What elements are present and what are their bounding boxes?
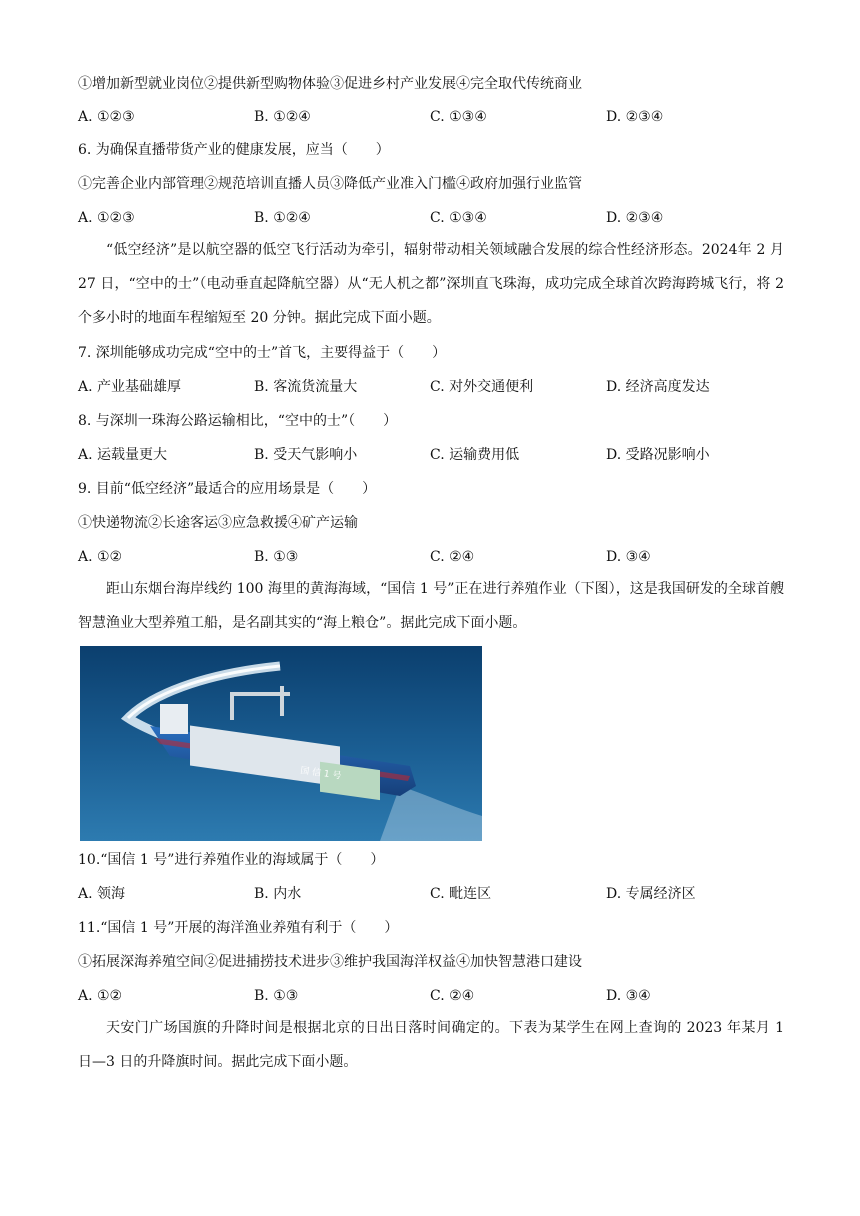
q6-option-d: D. ②③④: [606, 210, 664, 226]
q10-option-b: B. 内水: [254, 886, 302, 902]
q7-option-d: D. 经济高度发达: [606, 379, 710, 395]
q10-option-c: C. 毗连区: [430, 886, 492, 902]
q8-option-a: A. 运载量更大: [78, 447, 168, 463]
passage-guoxin-1: 距山东烟台海岸线约 100 海里的黄海海域，“国信 1 号”正在进行养殖作业（下图），这是我国研发的全球首艘智慧渔业大型养殖工船，是名副其实的“海上粮仓”。据此完成下面小题。: [78, 581, 784, 631]
q9-option-d: D. ③④: [606, 549, 651, 565]
q11-option-d: D. ③④: [606, 988, 651, 1004]
q10-option-a: A. 领海: [78, 886, 126, 902]
q5-option-d: D. ②③④: [606, 109, 664, 125]
q9-stem: 9. 目前“低空经济”最适合的应用场景是（ ）: [78, 481, 377, 497]
q5-items: ①增加新型就业岗位②提供新型购物体验③促进乡村产业发展④完全取代传统商业: [78, 76, 582, 92]
q9-items: ①快递物流②长途客运③应急救援④矿产运输: [78, 515, 358, 531]
q8-option-d: D. 受路况影响小: [606, 447, 710, 463]
q5-option-a: A. ①②③: [78, 109, 135, 125]
q9-option-a: A. ①②: [78, 549, 123, 565]
q11-stem: 11.“国信 1 号”开展的海洋渔业养殖有利于（ ）: [78, 920, 399, 936]
q8-option-c: C. 运输费用低: [430, 447, 520, 463]
q11-option-b: B. ①③: [254, 988, 299, 1004]
q8-option-b: B. 受天气影响小: [254, 447, 358, 463]
q7-option-a: A. 产业基础雄厚: [78, 379, 182, 395]
q9-option-b: B. ①③: [254, 549, 299, 565]
q7-option-b: B. 客流货流量大: [254, 379, 358, 395]
q6-option-c: C. ①③④: [430, 210, 487, 226]
q10-option-d: D. 专属经济区: [606, 886, 696, 902]
q7-option-c: C. 对外交通便利: [430, 379, 534, 395]
q5-option-c: C. ①③④: [430, 109, 487, 125]
q11-items: ①拓展深海养殖空间②促进捕捞技术进步③维护我国海洋权益④加快智慧港口建设: [78, 954, 582, 970]
ship-photo: [80, 646, 482, 841]
passage-low-altitude-economy: “低空经济”是以航空器的低空飞行活动为牵引，辐射带动相关领域融合发展的综合性经济形态。2024年 2 月 27 日，“空中的士”（电动垂直起降航空器）从“无人机之都”深圳直飞珠海，成功完成全球首次跨海跨城飞行，将 2 个多小时的地面车程缩短至 20 分钟。据此完成下面小题。: [78, 242, 784, 326]
q11-option-a: A. ①②: [78, 988, 123, 1004]
q6-option-a: A. ①②③: [78, 210, 135, 226]
q11-option-c: C. ②④: [430, 988, 475, 1004]
ship-bridge: [160, 704, 188, 734]
q10-stem: 10.“国信 1 号”进行养殖作业的海域属于（ ）: [78, 852, 385, 868]
passage-flag-ceremony: 天安门广场国旗的升降时间是根据北京的日出日落时间确定的。下表为某学生在网上查询的 2023 年某月 1 日—3 日的升降旗时间。据此完成下面小题。: [78, 1020, 784, 1070]
q8-stem: 8. 与深圳一珠海公路运输相比，“空中的士”（ ）: [78, 413, 398, 429]
q6-option-b: B. ①②④: [254, 210, 311, 226]
q5-option-b: B. ①②④: [254, 109, 311, 125]
q6-stem: 6. 为确保直播带货产业的健康发展，应当（ ）: [78, 142, 390, 158]
q7-stem: 7. 深圳能够成功完成“空中的士”首飞，主要得益于（ ）: [78, 345, 447, 361]
q6-items: ①完善企业内部管理②规范培训直播人员③降低产业准入门槛④政府加强行业监管: [78, 176, 582, 192]
q9-option-c: C. ②④: [430, 549, 475, 565]
hull-text: 国 信 1 号: [299, 766, 342, 782]
ship-illustration: [80, 646, 482, 841]
